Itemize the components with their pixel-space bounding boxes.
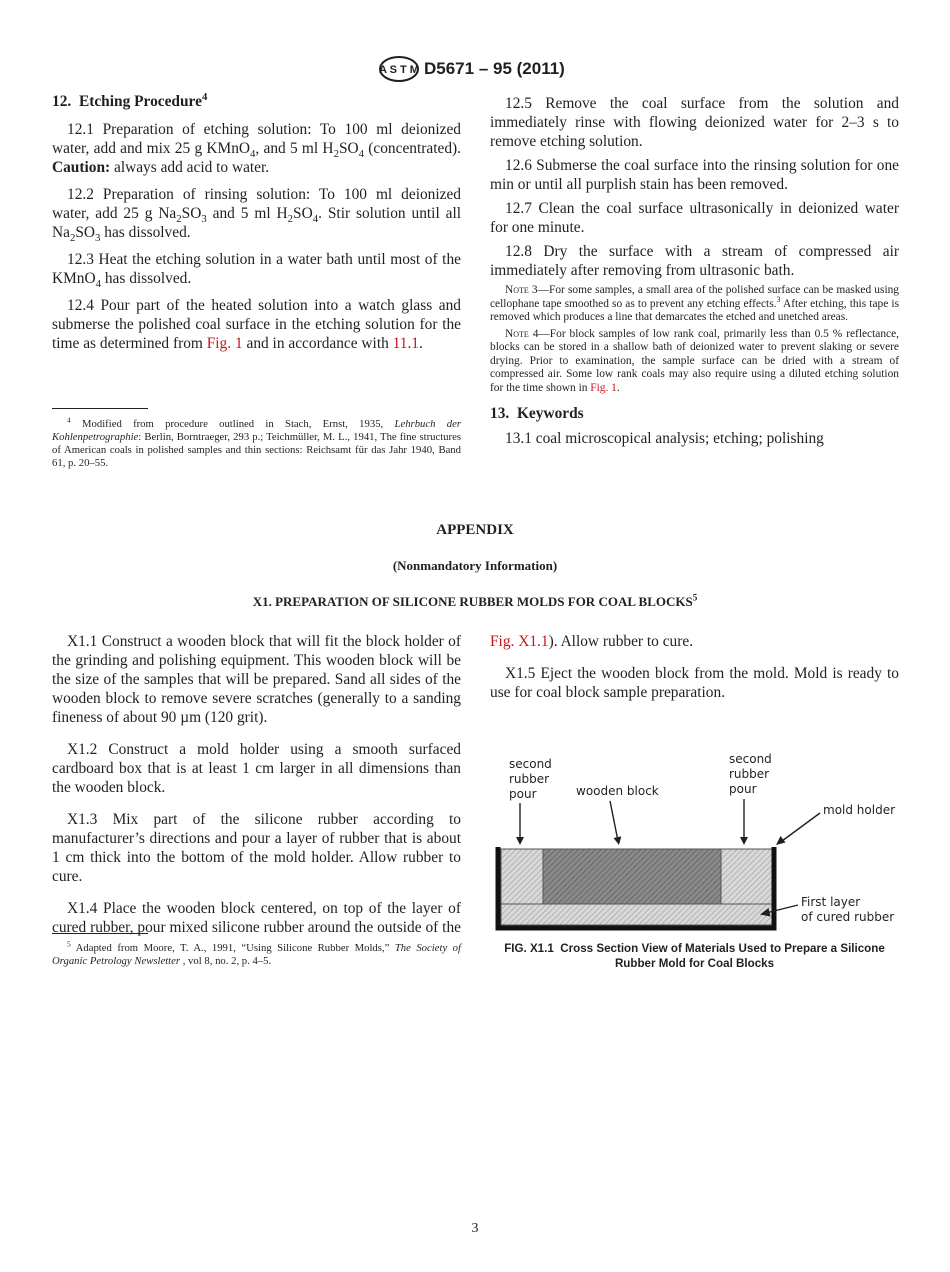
paragraph-x1-2: X1.2 Construct a mold holder using a smooth surfaced cardboard box that is at least 1 cm larger in all dimensions than the wooden block. — [52, 741, 461, 796]
paragraph-12-5: 12.5 Remove the coal surface from the solution and immediately rinse with flowing deionized water for 2–3 s to remove etching solution. — [490, 95, 899, 150]
section-13-heading: 13. Keywords — [490, 405, 584, 422]
second-rubber-pour-right — [721, 849, 772, 904]
page-number: 3 — [471, 1221, 479, 1236]
figure-x1-1 — [490, 745, 899, 975]
label-wooden-block: wooden block — [576, 784, 659, 798]
label-second-pour-right-1: second — [729, 752, 772, 766]
arrow-second-pour-right — [740, 799, 748, 845]
section-12-heading: 12. Etching Procedure$^4$ — [52, 90, 208, 110]
left-column-top — [52, 90, 461, 353]
note-4: Note 4—For block samples of low rank coal, primarily less than 0.5 % reflectance, blocks can be stored in a shallow bath of deionized water to prevent slaking or severe drying. Prior to examination, the sample surface can be dried with a stream of compressed air. Some low rank coals may also require using a diluted etching solution for the time shown in Fig. 1. — [490, 327, 899, 394]
right-column-top — [490, 94, 899, 448]
footnote-divider — [52, 408, 148, 409]
appendix-subtitle: (Nonmandatory Information) — [392, 558, 558, 573]
section-11-1-link[interactable]: 11.1 — [392, 335, 420, 352]
paragraph-12-8: 12.8 Dry the surface with a stream of compressed air immediately after removing from ultrasonic bath. — [490, 243, 899, 279]
arrow-mold-holder — [776, 813, 820, 845]
label-second-pour-left-2: rubber — [509, 772, 550, 786]
label-first-layer-2: of cured rubber — [801, 910, 895, 924]
fig-x1-1-link[interactable]: Fig. X1.1 — [490, 633, 549, 650]
paragraph-x1-4-continued: Fig. X1.1). Allow rubber to cure. — [490, 633, 694, 650]
paragraph-12-3: 12.3 Heat the etching solution in a water bath until most of the KMnO$_4$ has dissolved. — [52, 251, 461, 291]
paragraph-x1-4: X1.4 Place the wooden block centered, on top of the layer of cured rubber, pour mixed silicone rubber around the outside of the — [52, 900, 461, 936]
arrow-second-pour-left — [516, 803, 524, 845]
right-column-appendix — [490, 632, 899, 702]
note-3: Note 3—For some samples, a small area of the polished surface can be masked using cellophane tape smoothed so as to prevent any etching effects.$^3$ After etching, this tape is removed which produces a line that demarcates the etched and unetched areas. — [490, 284, 900, 323]
paragraph-12-7: 12.7 Clean the coal surface ultrasonically in deionized water for one minute. — [490, 200, 899, 236]
second-rubber-pour-left — [501, 849, 543, 904]
label-second-pour-right-3: pour — [729, 782, 757, 796]
document-designation: D5671 – 95 (2011) — [424, 59, 565, 78]
x1-heading: X1. PREPARATION OF SILICONE RUBBER MOLDS FOR COAL BLOCKS$^5$ — [252, 592, 698, 609]
left-column-appendix — [52, 632, 461, 937]
svg-text:A S T M: A S T M — [379, 64, 419, 76]
wooden-block — [543, 849, 721, 904]
paragraph-12-1: 12.1 Preparation of etching solution: To 100 ml deionized water, add and mix 25 g KMnO$_4$, and 5 ml $H_2SO_4$ (concentrated). Caution: always add acid to water. — [52, 121, 461, 176]
paragraph-x1-5: X1.5 Eject the wooden block from the mold. Mold is ready to use for coal block sample preparation. — [490, 665, 899, 701]
label-second-pour-left-1: second — [509, 757, 552, 771]
label-mold-holder: mold holder — [823, 803, 896, 817]
paragraph-12-6: 12.6 Submerse the coal surface into the rinsing solution for one min or until all purplish stain has been removed. — [490, 157, 899, 193]
footnote-5: $^5$ Adapted from Moore, T. A., 1991, “Using Silicone Rubber Molds,” The Society of Organic Petrology Newsletter , vol 8, no. 2, p. 4–5. — [52, 939, 461, 967]
footnote-5-divider — [52, 933, 148, 934]
cross-section-diagram — [490, 745, 899, 935]
note-4-fig-1-link[interactable]: Fig. 1 — [590, 381, 617, 394]
label-second-pour-right-2: rubber — [729, 767, 770, 781]
paragraph-13-1: 13.1 coal microscopical analysis; etching; polishing — [505, 430, 824, 447]
paragraph-12-2: 12.2 Preparation of rinsing solution: To 100 ml deionized water, add 25 g $Na_2SO_3$ and 5 ml $H_2SO_4$. Stir solution until all $Na_2SO_3$ has dissolved. — [52, 186, 461, 245]
paragraph-x1-3: X1.3 Mix part of the silicone rubber according to manufacturer’s directions and pour a layer of rubber that is about 1 cm thick into the bottom of the mold holder. Allow rubber to cure. — [52, 811, 461, 885]
appendix-title: APPENDIX — [436, 522, 514, 538]
fig-1-link[interactable]: Fig. 1 — [206, 335, 243, 352]
arrow-wooden-block — [610, 801, 621, 845]
label-first-layer-1: First layer — [801, 895, 861, 909]
first-layer-cured-rubber — [501, 904, 772, 925]
footnote-4: $^4$ Modified from procedure outlined in Stach, Ernst, 1935, Lehrbuch der Kohlenpetrographie: Berlin, Borntraeger, 293 p.; Teichmüller, M. L., 1941, The fine structures of American coals in polished samples and thin sections: Reichsamt für das Jahr 1940, Band 61, p. 20–55. — [52, 415, 461, 469]
page-header — [0, 55, 950, 85]
paragraph-12-4: 12.4 Pour part of the heated solution into a watch glass and submerse the polished coal surface in the etching solution for the time as determined from Fig. 1 and in accordance with 11.1. — [52, 297, 461, 352]
paragraph-x1-1: X1.1 Construct a wooden block that will fit the block holder of the grinding and polishing equipment. This wooden block will be the size of the samples that will be prepared. Sand all sides of the wooden block to remove severe scratches (generally to a sanding fineness of about 90 µm (120 grit). — [52, 633, 461, 726]
label-second-pour-left-3: pour — [509, 787, 537, 801]
figure-caption: FIG. X1.1 Cross Section View of Materials Used to Prepare a Silicone Rubber Mold for Coal Blocks — [504, 942, 885, 970]
astm-logo-icon — [378, 55, 420, 83]
